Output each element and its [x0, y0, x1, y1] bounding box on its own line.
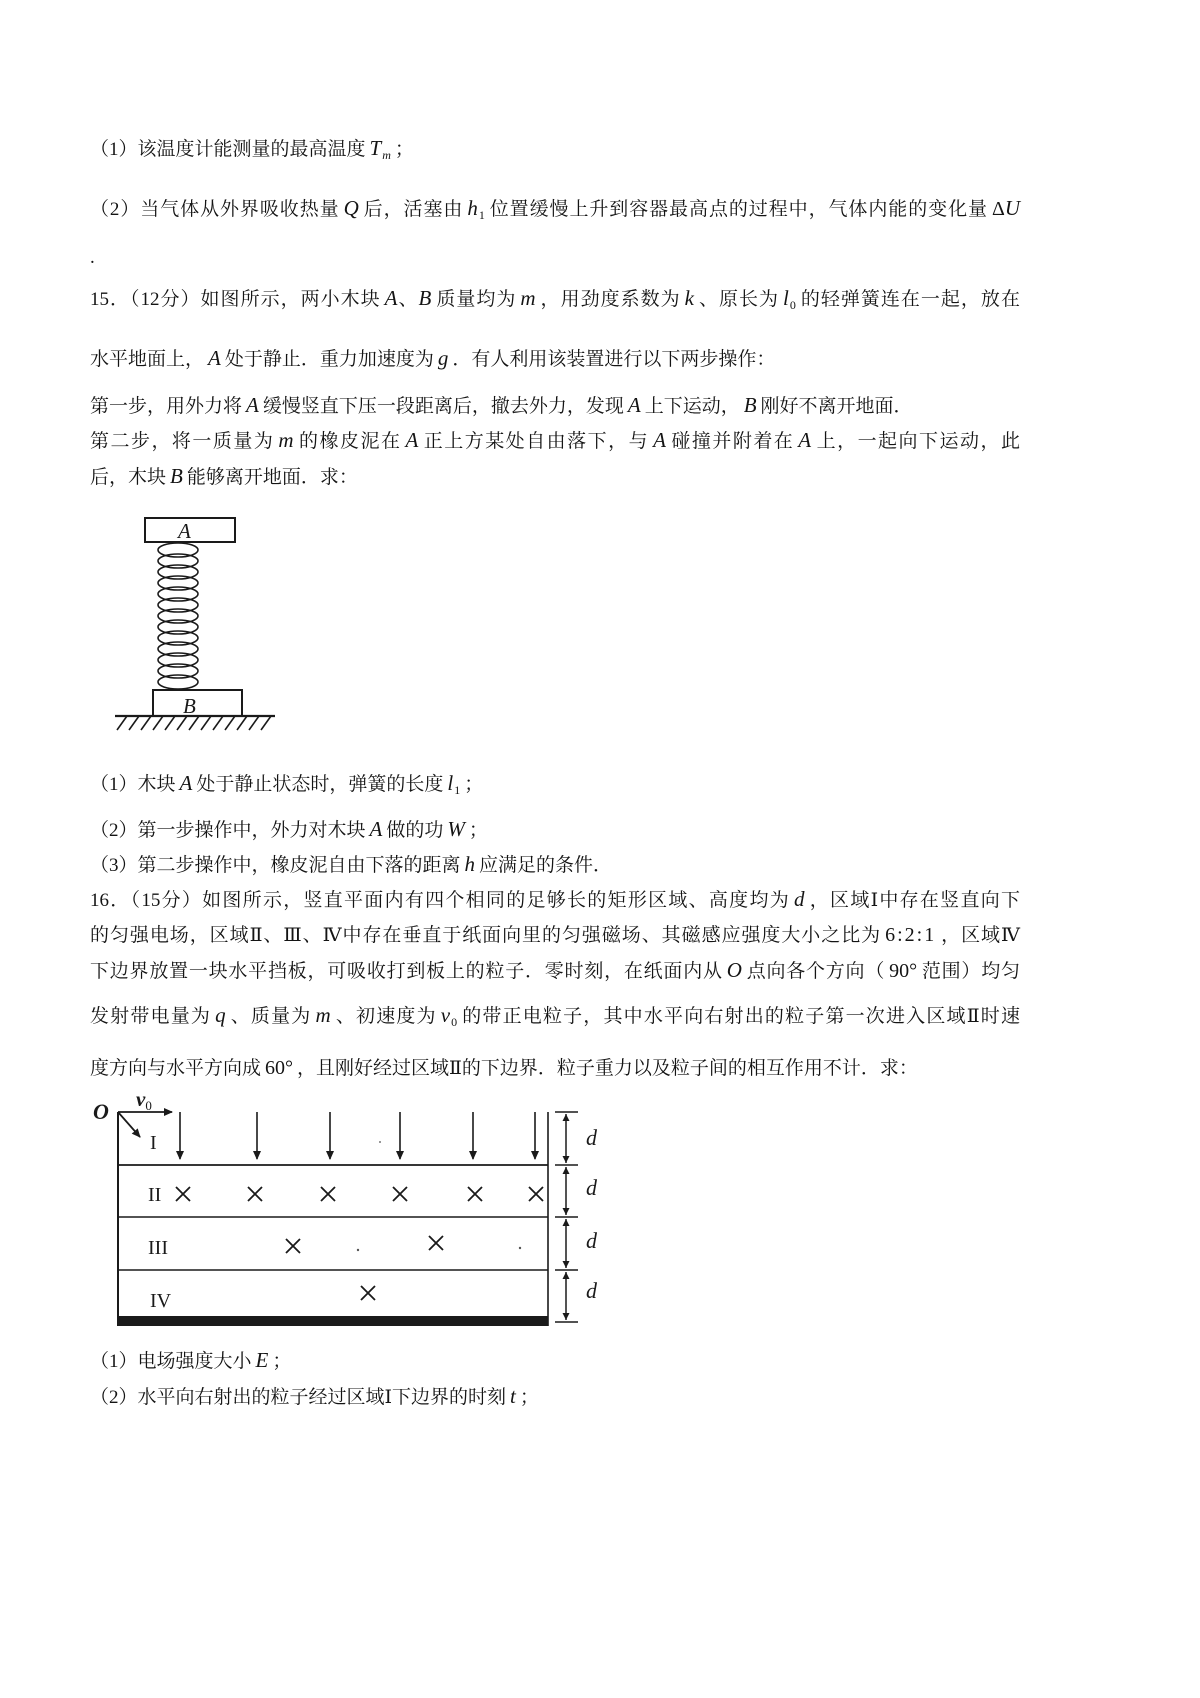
q16-stem-line4 [90, 1002, 1020, 1035]
var-E: E [255, 1348, 269, 1372]
spring-coil-loop [158, 554, 198, 568]
text-segment: （2）当气体从外界吸收热量 [90, 199, 340, 220]
hatch-line [117, 716, 127, 730]
region-label-III: III [148, 1237, 168, 1259]
hatch-line [261, 716, 271, 730]
spring-coil-loop [158, 543, 198, 557]
text-segment: 处于静止．重力加速度为 [224, 349, 434, 370]
text-segment: 质量均为 [435, 289, 517, 310]
q15-part3 [90, 851, 612, 879]
var-O: O [726, 958, 742, 982]
text-segment: 上，一起向下运动，此 [815, 431, 1020, 452]
q15-part2 [90, 816, 488, 844]
var-symbol: h [467, 196, 478, 220]
var-A: A [208, 346, 221, 370]
text-segment: ； [519, 1387, 539, 1408]
spring-coil-loop [158, 664, 198, 678]
text-segment: ，用劲度系数为 [539, 289, 681, 310]
var-g: g [437, 346, 449, 370]
delta-char: Δ [991, 198, 1005, 220]
height-label: d [586, 1278, 597, 1303]
var-B: B [418, 286, 432, 310]
text-segment: （1）电场强度大小 [90, 1351, 252, 1372]
magnetic-field-cross [248, 1187, 262, 1201]
q16-part1 [90, 1347, 291, 1375]
spring-coil-loop [158, 642, 198, 656]
text-segment: 的橡皮泥在 [297, 431, 402, 452]
magnetic-field-cross [361, 1286, 375, 1300]
q15-stem-line5 [90, 463, 358, 491]
magnetic-field-cross [176, 1187, 190, 1201]
text-segment: 处于静止状态时，弹簧的长度 [196, 774, 444, 795]
var-v0 [441, 1003, 457, 1027]
var-A: A [627, 393, 641, 417]
height-label: d [586, 1125, 597, 1150]
var-symbol: l [783, 286, 789, 310]
height-label: d [586, 1175, 597, 1200]
text-segment: （2）第一步操作中，外力对木块 [90, 820, 366, 841]
speck-mark [519, 1247, 521, 1249]
field-regions-figure [90, 1085, 620, 1340]
var-symbol: l [447, 771, 454, 795]
hatch-line [177, 716, 187, 730]
text-segment: 水平地面上， [90, 349, 205, 370]
spring-coil-loop [158, 620, 198, 634]
var-subscript: 0 [451, 1015, 458, 1029]
q15-stem-line4 [90, 427, 1020, 455]
text-segment: ，区域Ⅳ [940, 925, 1020, 946]
text-segment: ．有人利用该装置进行以下两步操作： [452, 349, 776, 370]
hatch-line [153, 716, 163, 730]
text-segment: （3）第二步操作中，橡皮泥自由下落的距离 [90, 855, 461, 876]
magnetic-field-cross [468, 1187, 482, 1201]
text-segment: 范围）均匀 [921, 961, 1020, 982]
text-segment: ； [394, 139, 414, 160]
speck-mark [379, 1141, 381, 1143]
text-segment: 位置缓慢上升到容器最高点的过程中，气体内能的变化量 [488, 199, 988, 220]
text-segment: 上下运动， [644, 396, 740, 417]
text-segment: 15．（12分）如图所示，两小木块 [90, 289, 381, 310]
q15-stem-line3 [90, 392, 913, 420]
text-segment: 的轻弹簧连在一起，放在 [799, 289, 1020, 310]
text-segment: ； [464, 774, 484, 795]
text-segment: ，且刚好经过区域Ⅱ的下边界．粒子重力以及粒子间的相互作用不计．求： [297, 1058, 918, 1079]
region-label-I: I [150, 1132, 157, 1154]
text-segment: 度方向与水平方向成 [90, 1058, 262, 1079]
angle-value: 60° [265, 1057, 294, 1079]
var-h: h [464, 852, 476, 876]
text-segment: 、质量为 [229, 1006, 312, 1027]
q16-stem-line1 [90, 886, 1020, 914]
var-Q: Q [343, 196, 359, 220]
launch-direction-arrow [118, 1112, 140, 1137]
text-segment: （1）木块 [90, 774, 176, 795]
text-segment: 点向各个方向（ [745, 961, 886, 982]
spring-coil-loop [158, 631, 198, 645]
text-segment: 能够离开地面．求： [186, 467, 358, 488]
text-segment: 做的功 [386, 820, 444, 841]
block-b [153, 690, 242, 716]
q16-stem-line3 [90, 957, 1020, 985]
var-A: A [246, 393, 259, 417]
var-A: A [369, 817, 383, 841]
var-q: q [215, 1003, 226, 1027]
region-label-IV: IV [150, 1290, 172, 1312]
magnetic-field-cross [321, 1187, 335, 1201]
text-segment: . [90, 247, 95, 268]
velocity-symbol: v [136, 1087, 146, 1111]
hatch-line [249, 716, 259, 730]
spring [158, 543, 198, 689]
ground-hatching [117, 716, 271, 730]
text-segment: ； [468, 820, 488, 841]
text-segment: 第二步，将一质量为 [90, 431, 275, 452]
text-segment: ，区域Ⅰ中存在竖直向下 [808, 890, 1020, 911]
text-segment: 第一步，用外力将 [90, 396, 243, 417]
q15-part1 [90, 770, 483, 803]
var-l0 [783, 286, 796, 310]
magnetic-field-cross [529, 1187, 543, 1201]
text-segment: 应满足的条件． [479, 855, 613, 876]
hatch-line [213, 716, 223, 730]
spring-blocks-figure [105, 505, 285, 740]
text-segment: 、初速度为 [334, 1006, 437, 1027]
magnetic-field-cross [393, 1187, 407, 1201]
text-segment: 、原长为 [697, 289, 779, 310]
var-subscript: 1 [478, 208, 485, 222]
var-A: A [653, 428, 666, 452]
spring-coil-loop [158, 576, 198, 590]
origin-label: O [93, 1099, 109, 1124]
var-m: m [278, 428, 294, 452]
text-segment: 后，活塞由 [362, 199, 464, 220]
var-symbol: T [369, 136, 382, 160]
text-segment: 、 [397, 289, 419, 310]
hatch-line [141, 716, 151, 730]
text-segment: 下边界放置一块水平挡板，可吸收打到板上的粒子．零时刻，在纸面内从 [90, 961, 723, 982]
velocity-label [136, 1087, 152, 1113]
var-symbol: v [440, 1003, 451, 1027]
text-segment: ； [272, 1351, 292, 1372]
var-h1 [467, 196, 485, 220]
text-segment: （2）水平向右射出的粒子经过区域Ⅰ下边界的时刻 [90, 1387, 507, 1408]
q16-stem-line5 [90, 1055, 918, 1082]
text-segment: 后，木块 [90, 467, 167, 488]
hatch-line [237, 716, 247, 730]
var-A: A [179, 771, 193, 795]
region-label-II: II [148, 1184, 162, 1206]
delta-symbol [992, 198, 1020, 220]
var-B: B [170, 464, 183, 488]
hatch-line [165, 716, 175, 730]
text-segment: 刚好不离开地面． [760, 396, 913, 417]
text-segment: 碰撞并附着在 [669, 431, 795, 452]
absorbing-plate [118, 1316, 548, 1326]
var-A: A [384, 286, 398, 310]
height-dimension [555, 1112, 578, 1322]
var-A: A [798, 428, 812, 452]
magnetic-field-crosses [176, 1187, 543, 1300]
var-m: m [315, 1003, 331, 1027]
text-segment: 16．（15分）如图所示，竖直平面内有四个相同的足够长的矩形区域、高度均为 [90, 890, 790, 911]
q14-part2-end [90, 245, 95, 271]
ratio-value: 6:2:1 [885, 924, 937, 946]
text-segment: 的带正电粒子，其中水平向右射出的粒子第一次进入区域Ⅱ时速 [461, 1006, 1020, 1027]
hatch-line [201, 716, 211, 730]
q14-part1 [90, 135, 414, 168]
magnetic-field-cross [429, 1236, 443, 1250]
text-segment: 缓慢竖直下压一段距离后，撤去外力，发现 [262, 396, 624, 417]
text-segment: 发射带电量为 [90, 1006, 212, 1027]
spring-coil-loop [158, 653, 198, 667]
block-a-label: A [178, 519, 191, 543]
var-T [370, 136, 391, 160]
var-W: W [447, 817, 465, 841]
hatch-line [189, 716, 199, 730]
var-B: B [743, 393, 757, 417]
var-m: m [520, 286, 536, 310]
q16-stem-line2 [90, 922, 1020, 949]
hatch-line [225, 716, 235, 730]
velocity-subscript: 0 [145, 1098, 152, 1113]
spring-coil-loop [158, 587, 198, 601]
angle-value: 90° [889, 960, 918, 982]
var-t: t [510, 1384, 516, 1408]
spring-coil-loop [158, 609, 198, 623]
electric-field-arrows [180, 1112, 535, 1159]
speck-mark [357, 1249, 359, 1251]
spring-coil-loop [158, 565, 198, 579]
var-l1 [447, 771, 460, 795]
q15-stem-line1 [90, 285, 1020, 318]
var-k: k [684, 286, 694, 310]
text-segment: 正上方某处自由落下，与 [422, 431, 650, 452]
spring-coil-loop [158, 598, 198, 612]
var-d: d [794, 887, 805, 911]
text-segment: 的匀强电场，区域Ⅱ、Ⅲ、Ⅳ中存在垂直于纸面向里的匀强磁场、其磁感应强度大小之比为 [90, 925, 882, 946]
q14-part2 [90, 195, 1020, 228]
var-A: A [405, 428, 419, 452]
var-subscript: 0 [789, 298, 796, 312]
var-subscript: m [382, 148, 391, 162]
block-b-label: B [183, 694, 196, 718]
var-U: U [1004, 196, 1020, 220]
q16-part2 [90, 1383, 539, 1411]
spring-coil-loop [158, 675, 198, 689]
hatch-line [129, 716, 139, 730]
height-label: d [586, 1228, 597, 1253]
q15-stem-line2 [90, 345, 775, 373]
text-segment: （1）该温度计能测量的最高温度 [90, 139, 366, 160]
var-subscript: 1 [454, 783, 461, 797]
magnetic-field-cross [286, 1239, 300, 1253]
